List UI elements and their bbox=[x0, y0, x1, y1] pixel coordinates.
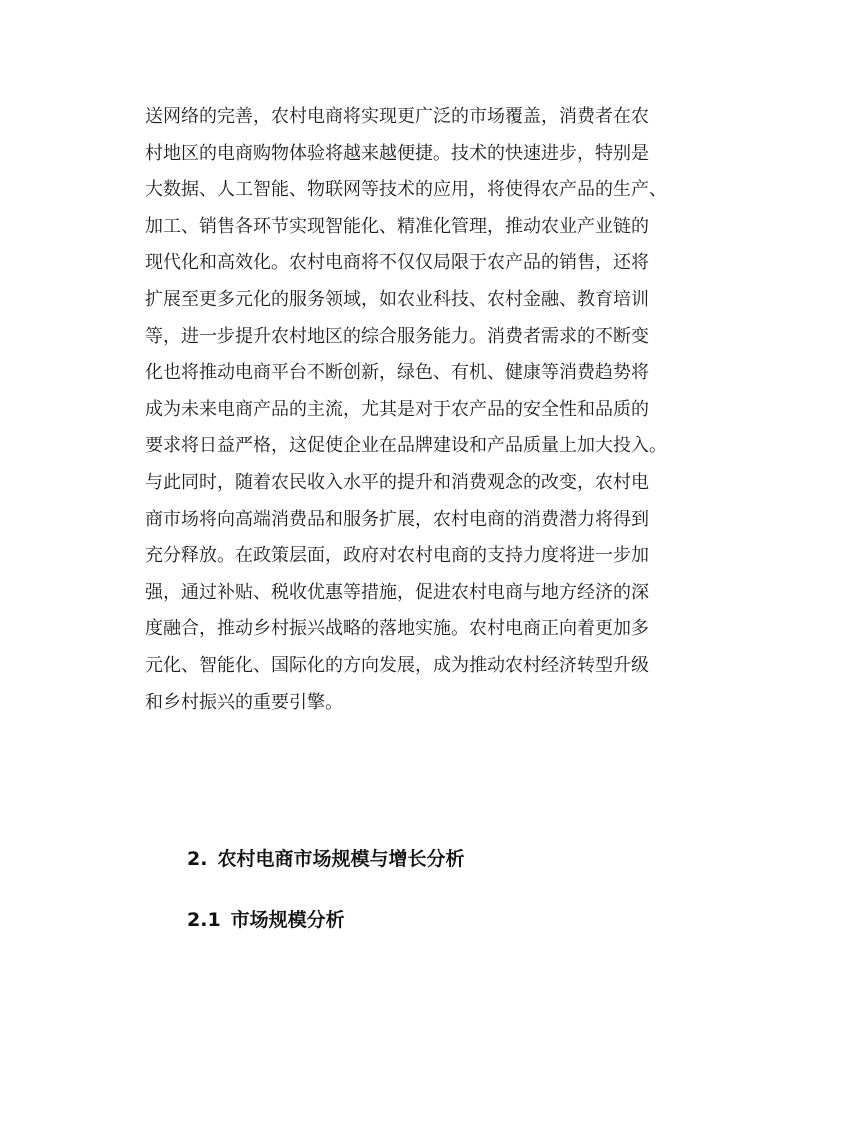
paragraph-line: 送网络的完善，农村电商将实现更广泛的市场覆盖，消费者在农 bbox=[145, 106, 649, 127]
subsection-title: 市场规模分析 bbox=[230, 909, 345, 931]
paragraph-line: 要求将日益严格，这促使企业在品牌建设和产品质量上加大投入。 bbox=[145, 435, 667, 457]
subsection-number: 2.1 bbox=[187, 909, 221, 931]
paragraph-line: 元化、智能化、国际化的方向发展，成为推动农村经济转型升级 bbox=[145, 654, 649, 676]
paragraph-line: 成为未来电商产品的主流，尤其是对于农产品的安全性和品质的 bbox=[145, 398, 649, 420]
paragraph-line: 商市场将向高端消费品和服务扩展，农村电商的消费潜力将得到 bbox=[145, 508, 649, 530]
body-paragraph bbox=[145, 99, 715, 721]
paragraph-line: 加工、销售各环节实现智能化、精准化管理，推动农业产业链的 bbox=[145, 215, 649, 237]
section-title: 农村电商市场规模与增长分析 bbox=[217, 848, 465, 870]
paragraph-line: 现代化和高效化。农村电商将不仅仅局限于农产品的销售，还将 bbox=[145, 252, 649, 274]
paragraph-line: 与此同时，随着农民收入水平的提升和消费观念的改变，农村电 bbox=[145, 471, 649, 493]
paragraph-line: 强，通过补贴、税收优惠等措施，促进农村电商与地方经济的深 bbox=[145, 581, 649, 603]
section-heading bbox=[187, 844, 464, 871]
section-number: 2. bbox=[187, 848, 208, 870]
paragraph-line: 村地区的电商购物体验将越来越便捷。技术的快速进步，特别是 bbox=[145, 142, 649, 164]
paragraph-line: 和乡村振兴的重要引擎。 bbox=[145, 691, 343, 713]
paragraph-line: 充分释放。在政策层面，政府对农村电商的支持力度将进一步加 bbox=[145, 545, 649, 567]
paragraph-line: 化也将推动电商平台不断创新，绿色、有机、健康等消费趋势将 bbox=[145, 362, 649, 384]
subsection-heading bbox=[187, 905, 345, 932]
paragraph-line: 等，进一步提升农村地区的综合服务能力。消费者需求的不断变 bbox=[145, 325, 649, 347]
paragraph-line: 度融合，推动乡村振兴战略的落地实施。农村电商正向着更加多 bbox=[145, 618, 649, 640]
paragraph-line: 大数据、人工智能、物联网等技术的应用，将使得农产品的生产、 bbox=[145, 179, 667, 201]
paragraph-line: 扩展至更多元化的服务领域，如农业科技、农村金融、教育培训 bbox=[145, 288, 649, 310]
